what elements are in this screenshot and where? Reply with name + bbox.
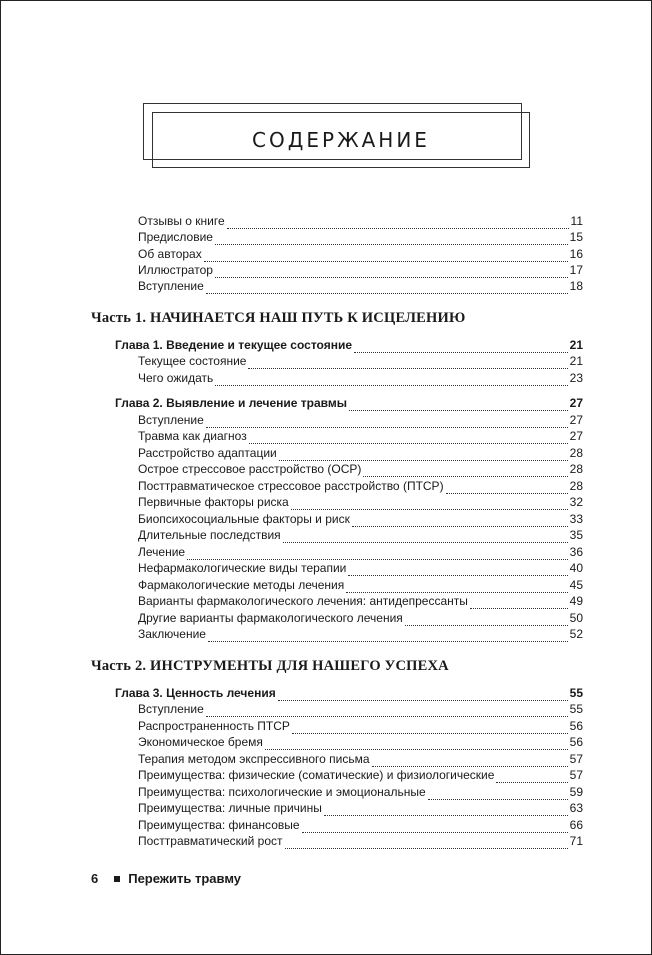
toc-entry-page: 23 [569,371,583,385]
toc-entry-page: 11 [570,214,583,228]
toc-entry-text: Преимущества: психологические и эмоциональные [138,785,426,799]
toc-entry-text: Преимущества: физические (соматические) и физиологические [138,768,495,782]
part-heading[interactable]: Часть 2. ИНСТРУМЕНТЫ ДЛЯ НАШЕГО УСПЕХА [91,658,449,674]
toc-entry-text: Текущее состояние [138,354,247,368]
leader-dots [292,723,568,734]
toc-entry[interactable] [138,767,583,783]
toc-entry-text: Посттравматический рост [138,834,283,848]
toc-entry-page: 36 [569,545,583,559]
leader-dots [227,218,569,229]
toc-entry-text: Чего ожидать [138,371,214,385]
toc-entry-page: 27 [569,429,583,443]
toc-entry-page: 33 [569,512,583,526]
leader-dots [348,565,567,576]
leader-dots [285,838,568,849]
toc-entry-text: Распространенность ПТСР [138,719,290,733]
page-title: СОДЕРЖАНИЕ [252,128,430,152]
chapter-entry[interactable] [115,395,583,411]
leader-dots [206,706,568,717]
toc-entry-text: Посттравматическое стрессовое расстройство (ПТСР) [138,479,444,493]
leader-dots [278,690,568,701]
toc-entry-page: 71 [569,834,583,848]
toc-entry[interactable] [138,718,583,734]
toc-entry[interactable] [138,213,583,229]
chapter-page: 55 [569,686,583,700]
chapter-entry[interactable] [115,685,583,701]
leader-dots [470,598,568,609]
toc-entry[interactable] [138,734,583,750]
toc-entry[interactable] [138,278,583,294]
toc-entry[interactable] [138,478,583,494]
square-bullet-icon [114,876,120,882]
toc-entry-page: 57 [569,768,583,782]
leader-dots [405,615,568,626]
leader-dots [265,739,568,750]
toc-entry-page: 32 [569,495,583,509]
leader-dots [354,342,568,353]
toc-entry[interactable] [138,593,583,609]
toc-entry-text: Вступление [138,702,204,716]
toc-entry-text: Заключение [138,627,206,641]
toc-entry[interactable] [138,833,583,849]
chapter-entry[interactable] [115,337,583,353]
toc-entry-text: Вступление [138,279,204,293]
toc-entry-page: 21 [569,354,583,368]
page-footer [91,871,241,886]
toc-entry-text: Другие варианты фармакологического лечения [138,611,403,625]
title-frame [152,112,530,168]
toc-entry-text: Длительные последствия [138,528,281,542]
toc-entry-page: 35 [569,528,583,542]
toc-entry[interactable] [138,511,583,527]
leader-dots [279,450,568,461]
toc-entry-text: Фармакологические методы лечения [138,578,345,592]
toc-entry-text: Вступление [138,413,204,427]
leader-dots [204,251,568,262]
toc-entry-page: 56 [569,719,583,733]
toc-entry[interactable] [138,229,583,245]
toc-entry[interactable] [138,412,583,428]
toc-entry-text: Расстройство адаптации [138,446,277,460]
toc-entry-page: 55 [569,702,583,716]
toc-entry-page: 40 [569,561,583,575]
toc-entry[interactable] [138,428,583,444]
toc-entry-text: Предисловие [138,230,213,244]
toc-entry-page: 18 [569,279,583,293]
leader-dots [372,756,568,767]
toc-entry-page: 50 [569,611,583,625]
toc-entry-text: Первичные факторы риска [138,495,289,509]
toc-entry[interactable] [138,784,583,800]
leader-dots [291,499,568,510]
toc-entry-page: 49 [569,594,583,608]
chapter-text: Глава 3. Ценность лечения [115,686,276,700]
leader-dots [249,433,568,444]
toc-entry-text: Варианты фармакологического лечения: антидепрессанты [138,594,468,608]
toc-entry-page: 66 [569,818,583,832]
leader-dots [283,532,568,543]
toc-entry[interactable] [138,461,583,477]
toc-entry-text: Нефармакологические виды терапии [138,561,347,575]
toc-entry-page: 59 [569,785,583,799]
leader-dots [349,400,568,411]
chapter-page: 21 [569,338,583,352]
leader-dots [215,267,568,278]
toc-entry-page: 52 [569,627,583,641]
toc-entry[interactable] [138,751,583,767]
leader-dots [215,375,567,386]
toc-entry[interactable] [138,544,583,560]
toc-entry[interactable] [138,246,583,262]
toc-entry[interactable] [138,527,583,543]
leader-dots [208,631,568,642]
toc-entry[interactable] [138,445,583,461]
leader-dots [248,358,567,369]
leader-dots [302,822,568,833]
part-heading[interactable]: Часть 1. НАЧИНАЕТСЯ НАШ ПУТЬ К ИСЦЕЛЕНИЮ [91,310,466,326]
leader-dots [324,805,568,816]
toc-entry[interactable] [138,577,583,593]
leader-dots [206,417,568,428]
toc-entry-page: 17 [569,263,583,277]
toc-entry-page: 57 [569,752,583,766]
toc-entry-text: Острое стрессовое расстройство (ОСР) [138,462,362,476]
toc-entry-page: 63 [569,801,583,815]
leader-dots [363,466,567,477]
leader-dots [346,582,567,593]
toc-entry-page: 28 [569,462,583,476]
toc-entry-text: Преимущества: финансовые [138,818,300,832]
toc-entry-text: Об авторах [138,247,202,261]
toc-entry-text: Экономическое бремя [138,735,263,749]
chapter-text: Глава 2. Выявление и лечение травмы [115,396,348,410]
toc-entry-text: Лечение [138,545,186,559]
toc-entry[interactable] [138,610,583,626]
toc-entry-page: 45 [569,578,583,592]
toc-entry-page: 15 [569,230,583,244]
toc-entry[interactable] [138,800,583,816]
leader-dots [446,483,568,494]
leader-dots [187,549,568,560]
chapter-text: Глава 1. Введение и текущее состояние [115,338,353,352]
toc-entry[interactable] [138,817,583,833]
toc-entry[interactable] [138,370,583,386]
toc-entry[interactable] [138,560,583,576]
toc-entry-page: 56 [569,735,583,749]
chapter-page: 27 [569,396,583,410]
leader-dots [496,772,567,783]
toc-entry[interactable] [138,262,583,278]
toc-entry-text: Отзывы о книге [138,214,225,228]
toc-entry-text: Травма как диагноз [138,429,247,443]
toc-entry-page: 16 [569,247,583,261]
leader-dots [352,516,568,527]
toc-entry-text: Биопсихосоциальные факторы и риск [138,512,350,526]
toc-entry-page: 28 [569,446,583,460]
page-number: 6 [91,871,99,886]
toc-entry-page: 28 [569,479,583,493]
toc-entry-text: Иллюстратор [138,263,213,277]
toc-entry[interactable] [138,494,583,510]
toc-entry[interactable] [138,701,583,717]
leader-dots [206,283,568,294]
leader-dots [428,789,568,800]
toc-entry[interactable] [138,353,583,369]
toc-entry-text: Терапия методом экспрессивного письма [138,752,370,766]
toc-entry-page: 27 [569,413,583,427]
toc-entry-text: Преимущества: личные причины [138,801,322,815]
leader-dots [215,234,568,245]
toc-entry[interactable] [138,626,583,642]
book-title: Пережить травму [128,871,242,886]
